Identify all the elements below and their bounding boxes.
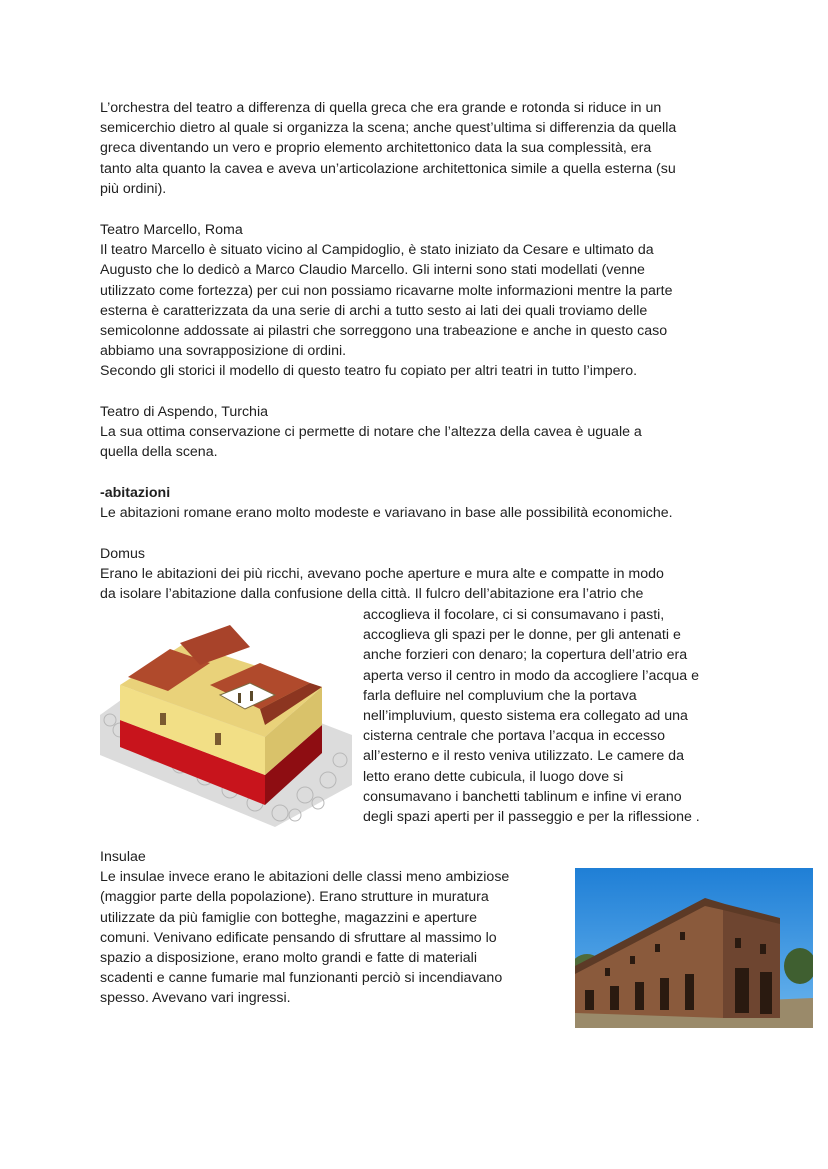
intro-paragraph — [100, 98, 676, 199]
text-line: quella della scena. — [100, 444, 218, 461]
text-line: spesso. Avevano vari ingressi. — [100, 990, 291, 1007]
text-line: L’orchestra del teatro a differenza di quella greca che era grande e rotonda si riduce in un — [100, 100, 662, 116]
abitazioni-section — [100, 483, 673, 523]
text-line: (maggior parte della popolazione). Erano strutture in muratura — [100, 889, 489, 906]
section-heading: Teatro Marcello, Roma — [100, 222, 243, 238]
section-heading: Teatro di Aspendo, Turchia — [100, 404, 268, 420]
text-line: La sua ottima conservazione ci permette di notare che l’altezza della cavea è uguale a — [100, 424, 642, 441]
text-line: Il teatro Marcello è situato vicino al Campidoglio, è stato iniziato da Cesare e ultimato da — [100, 242, 654, 259]
insulae-photo — [575, 868, 813, 1028]
domus-illustration — [100, 625, 352, 827]
text-line: Le abitazioni romane erano molto modeste e variavano in base alle possibilità economiche. — [100, 505, 673, 522]
text-line: spazio a disposizione, erano molto grandi e fatte di materiali — [100, 950, 477, 967]
text-line: accoglieva gli spazi per le donne, per gli antenati e — [363, 627, 681, 644]
text-line: più ordini). — [100, 180, 167, 197]
text-line: comuni. Venivano edificate pensando di sfruttare al massimo lo — [100, 929, 497, 946]
insulae-section — [100, 847, 509, 1009]
section-heading: Domus — [100, 546, 145, 562]
text-line: anche forzieri con denaro; la copertura dell’atrio era — [363, 647, 688, 664]
text-line: scadenti e canne fumarie mal funzionanti perciò si incendiavano — [100, 970, 503, 987]
text-line: letto erano dette cubicula, il luogo dove si — [363, 768, 624, 785]
text-line: esterna è caratterizzata da una serie di archi a tutto sesto ai lati dei quali troviamo delle — [100, 302, 648, 319]
text-line: farla defluire nel compluvium che la portava — [363, 687, 637, 704]
section-heading: -abitazioni — [100, 485, 171, 501]
text-line: semicerchio dietro al quale si organizza la scena; anche quest’ultima si differenzia da quella — [100, 120, 677, 137]
marcello-section — [100, 220, 672, 382]
text-line: all’esterno e il resto veniva utilizzato. Le camere da — [363, 748, 684, 765]
text-line: utilizzate da più famiglie con botteghe, magazzini e aperture — [100, 909, 477, 926]
aspendo-section — [100, 402, 642, 463]
text-line: aperta verso il centro in modo da accogliere l’acqua e — [363, 667, 699, 684]
text-line: Augusto che lo dedicò a Marco Claudio Marcello. Gli interni sono stati modellati (venne — [100, 262, 645, 279]
text-line: cisterna centrale che portava l’acqua in eccesso — [363, 728, 666, 745]
text-line: Secondo gli storici il modello di questo teatro fu copiato per altri teatri in tutto l’impero. — [100, 363, 638, 380]
text-line: tanto alta quanto la cavea e aveva un’articolazione architettonica simile a quella esterna (su — [100, 160, 676, 177]
text-line: abbiamo una sovrapposizione di ordini. — [100, 343, 347, 360]
text-line: greca diventando un vero e proprio elemento architettonico data la sua complessità, era — [100, 140, 652, 157]
text-line: nell’impluvium, questo sistema era collegato ad una — [363, 708, 688, 725]
text-line: utilizzato come fortezza) per cui non possiamo ricavarne molte informazioni mentre la parte — [100, 282, 673, 299]
text-line: degli spazi aperti per il passeggio e per la riflessione . — [363, 809, 700, 826]
text-line: semicolonne addossate ai pilastri che sorreggono una trabeazione e anche in questo caso — [100, 323, 668, 340]
domus-section — [100, 544, 664, 605]
text-line: Le insulae invece erano le abitazioni delle classi meno ambiziose — [100, 869, 510, 886]
text-line: accoglieva il focolare, ci si consumavano i pasti, — [363, 607, 665, 623]
section-heading: Insulae — [100, 849, 146, 865]
domus-side-text — [363, 605, 700, 827]
text-line: consumavano i banchetti tablinum e infine vi erano — [363, 788, 682, 805]
text-line: Erano le abitazioni dei più ricchi, avevano poche aperture e mura alte e compatte in modo — [100, 566, 664, 583]
text-line: da isolare l’abitazione dalla confusione della città. Il fulcro dell’abitazione era l’atrio che — [100, 586, 644, 603]
